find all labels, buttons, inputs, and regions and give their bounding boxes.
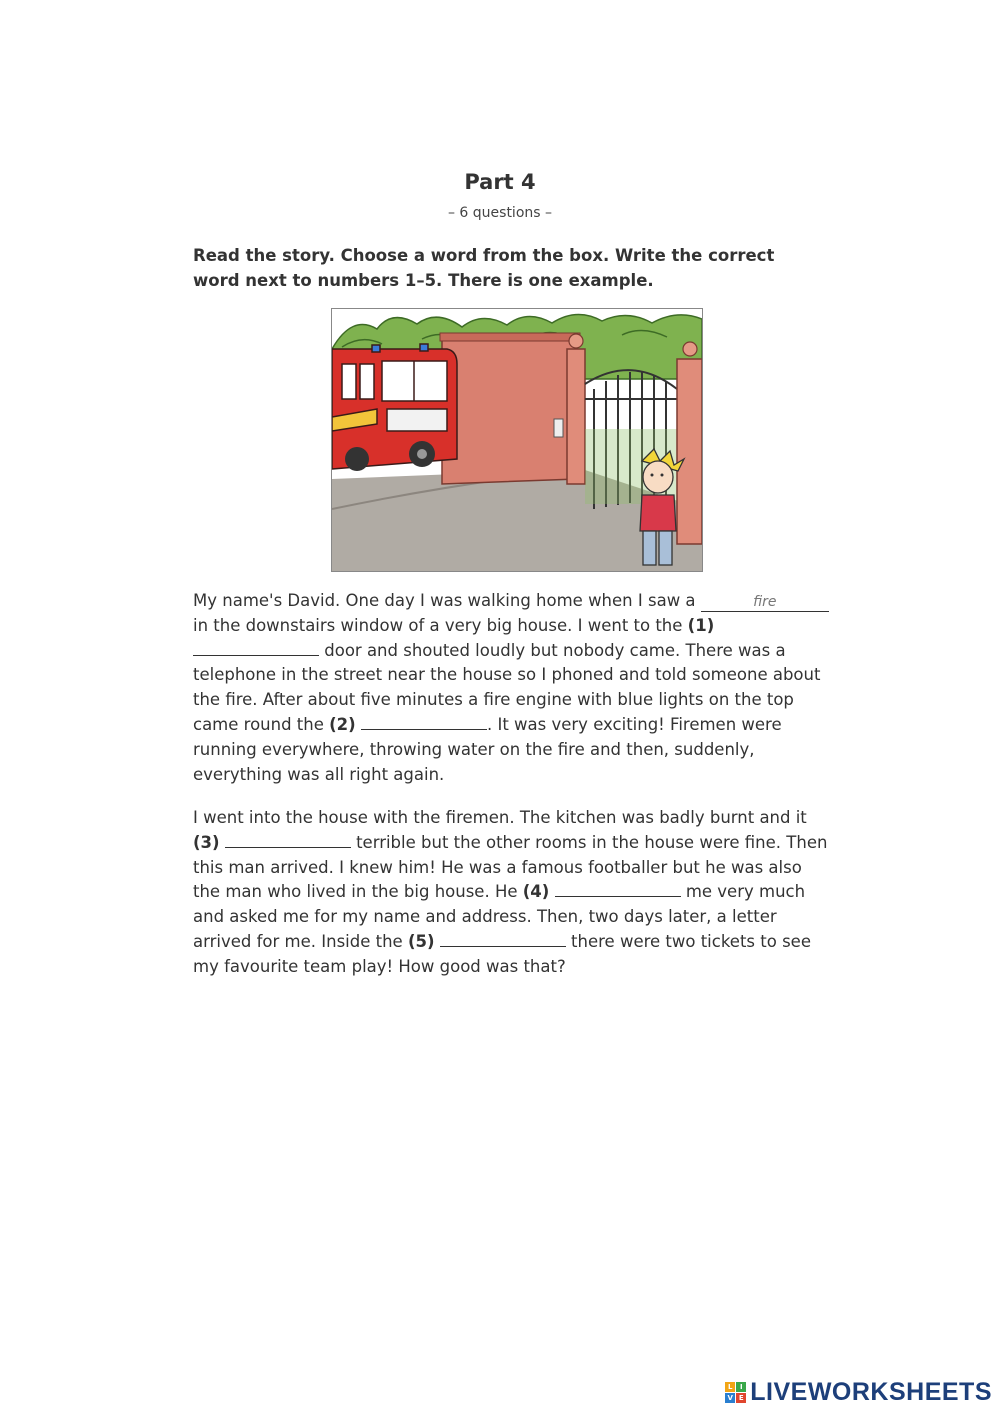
logo-text: LIVEWORKSHEETS — [750, 1378, 992, 1406]
logo-letter: I — [736, 1382, 746, 1392]
question-number-2: (2) — [329, 714, 356, 734]
answer-blank-2[interactable] — [361, 714, 487, 730]
story-text: I went into the house with the firemen. The kitchen was badly burnt and it — [193, 808, 807, 827]
liveworksheets-logo — [725, 1378, 992, 1407]
logo-mark-icon — [725, 1382, 746, 1403]
story-text: terrible but the other rooms in the house were fine. Then this man arrived. I knew him! He was a famous footballer but he was also the man who lived in the big house. He — [193, 832, 828, 902]
answer-blank-3[interactable] — [225, 832, 351, 848]
page-title: Part 4 — [464, 170, 536, 194]
question-number-5: (5) — [407, 931, 435, 951]
fire-engine-scene-image — [332, 309, 702, 571]
question-number-1: (1) — [687, 615, 715, 635]
answer-blank-4[interactable] — [555, 881, 681, 897]
story-text: My name's David. One day I was walking home when I saw a — [193, 591, 696, 610]
story-text: door and shouted loudly but nobody came. There was a telephone in the street near the house so I phoned and told someone about the fire. After about five minutes a fire engine with blue lights on the top came round the — [193, 640, 821, 734]
story-paragraph-2 — [193, 806, 833, 980]
answer-blank-5[interactable] — [440, 931, 566, 947]
story-illustration — [331, 308, 703, 572]
story-text: in the downstairs window of a very big house. I went to the — [193, 615, 683, 635]
question-number-4: (4) — [522, 882, 550, 902]
question-number-3: (3) — [193, 832, 220, 852]
story-text: . It was very exciting! Firemen were running everywhere, throwing water on the fire and then, suddenly, everything was all right again. — [193, 714, 782, 784]
story-text: me very much and asked me for my name and address. Then, two days later, a letter arrived for me. Inside the — [193, 882, 806, 951]
page-subtitle: – 6 questions – — [447, 205, 553, 221]
logo-letter: V — [725, 1393, 735, 1403]
logo-letter: E — [736, 1393, 746, 1403]
example-answer-blank: fire — [701, 593, 829, 612]
instructions: Read the story. Choose a word from the box. Write the correct word next to numbers 1–5. There is one example. — [193, 246, 775, 290]
answer-blank-1[interactable] — [193, 640, 319, 656]
story-paragraph-1 — [193, 589, 833, 787]
logo-letter: L — [725, 1382, 735, 1392]
story-text: there were two tickets to see my favourite team play! How good was that? — [193, 931, 811, 976]
